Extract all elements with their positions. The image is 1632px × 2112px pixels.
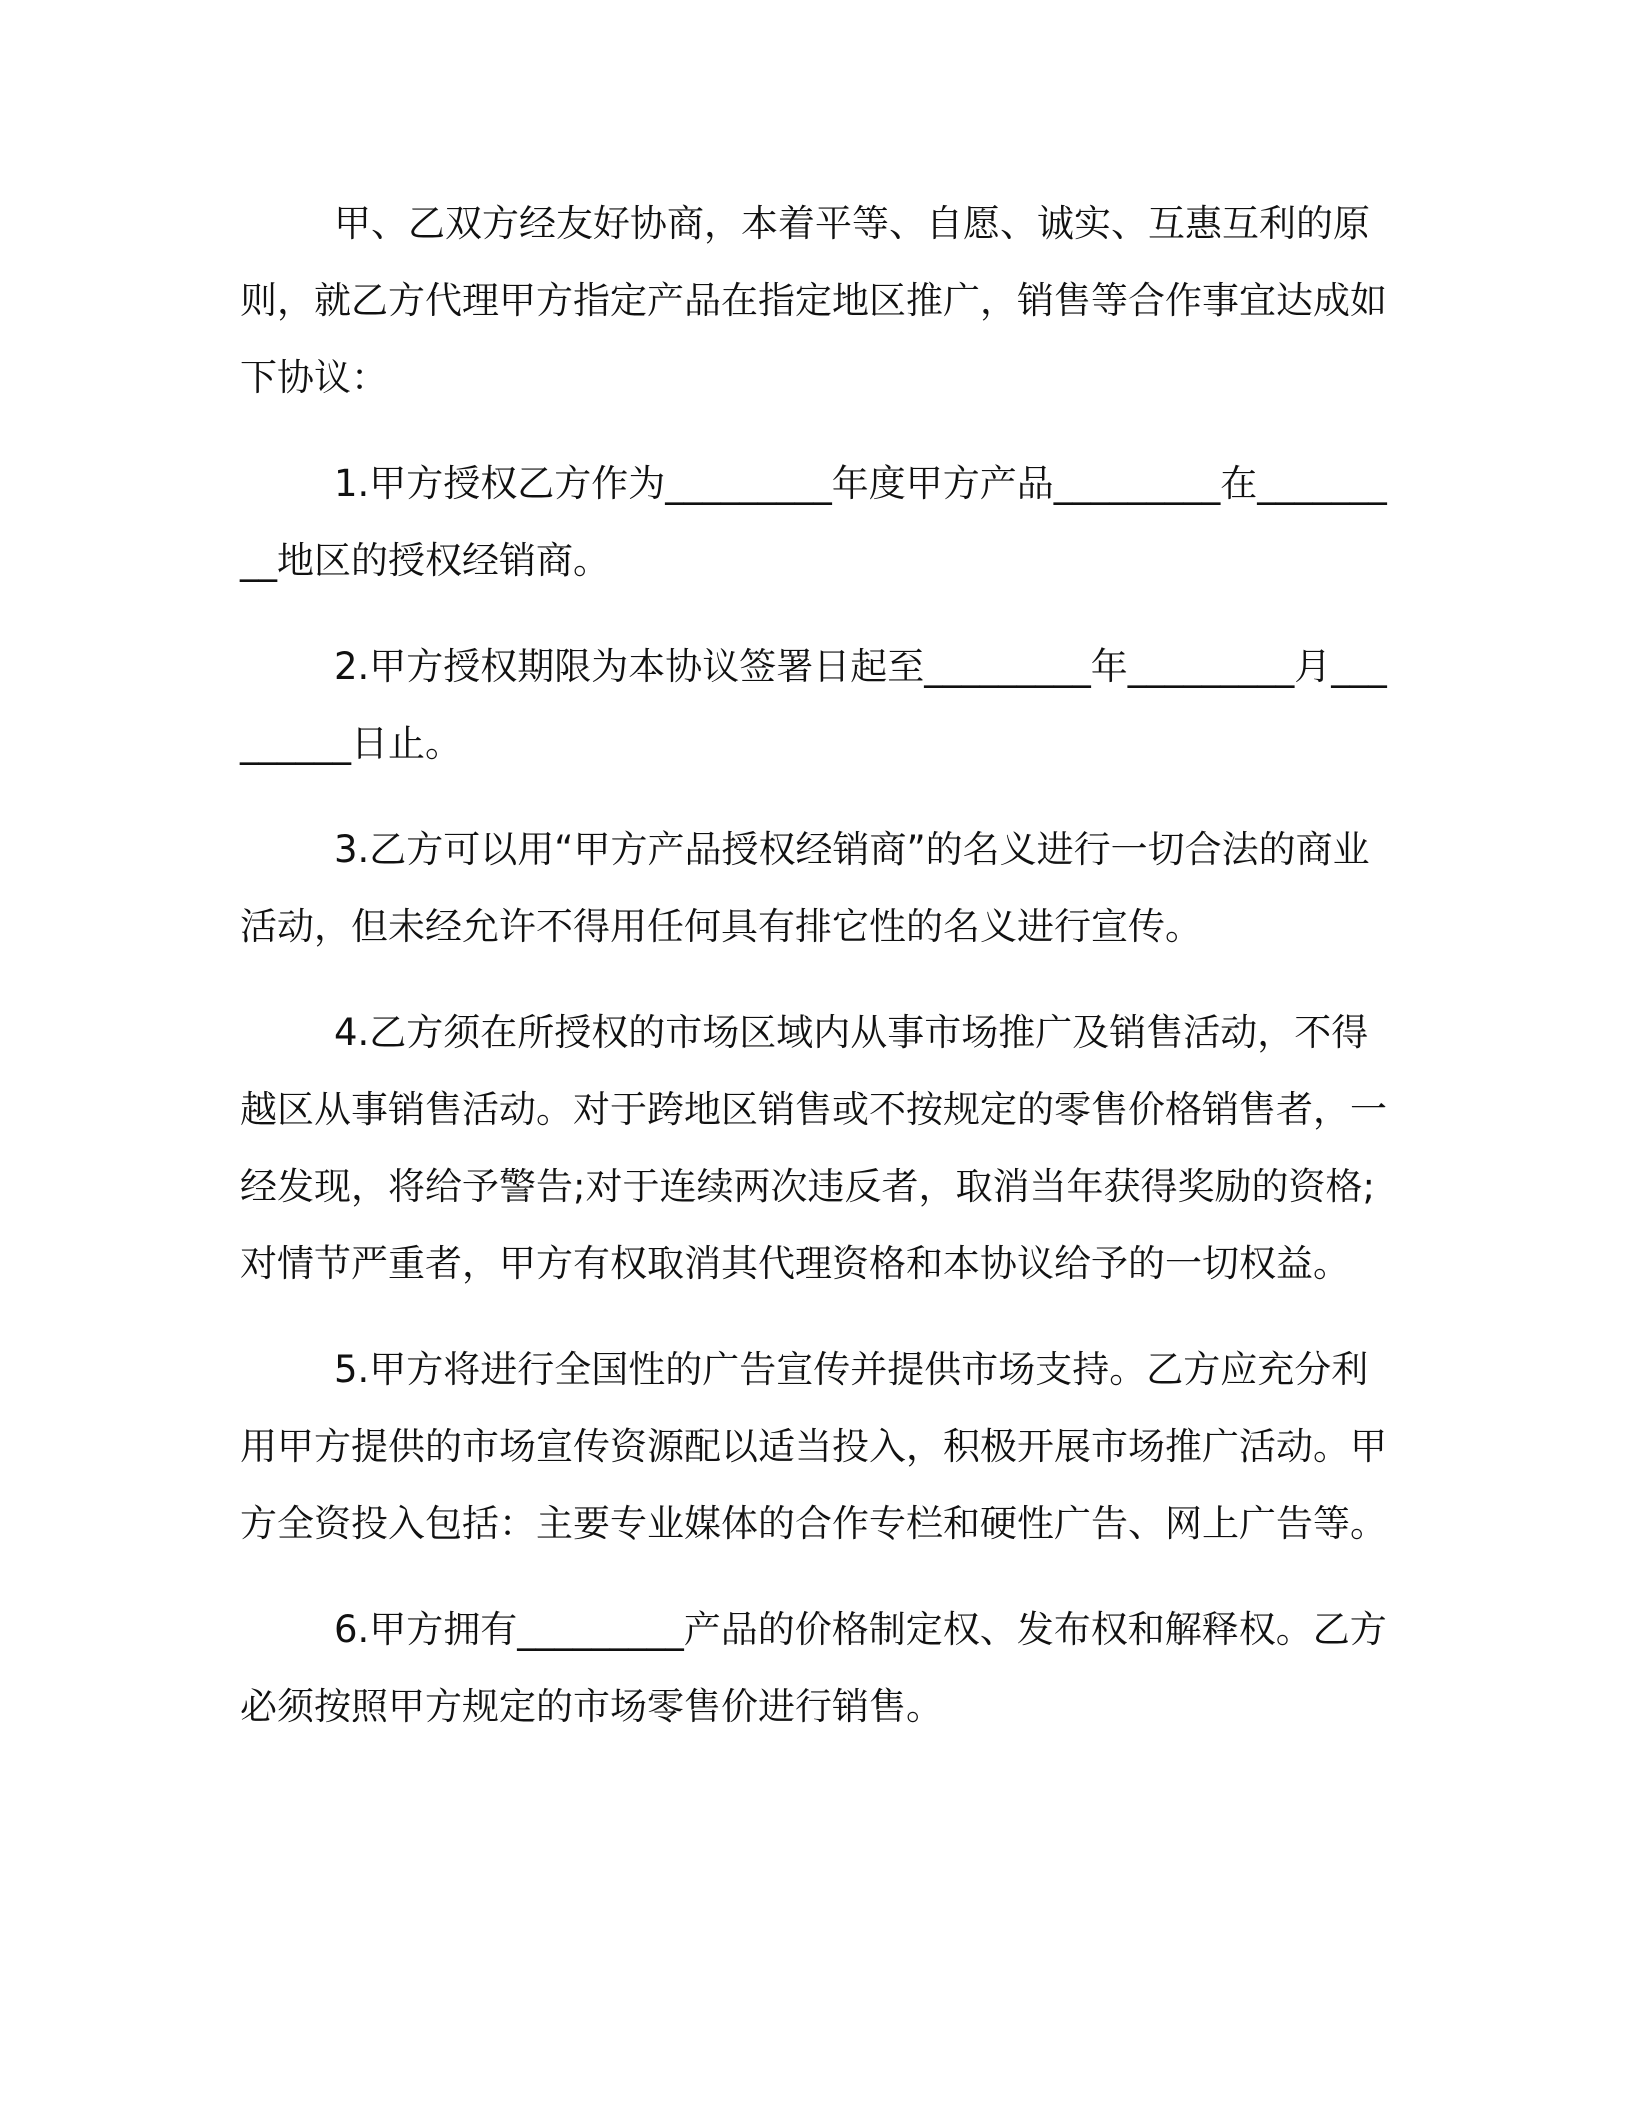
clause-5	[240, 1331, 1390, 1562]
clause-1	[240, 445, 1390, 599]
paragraph-text: 甲、乙双方经友好协商，本着平等、自愿、诚实、互惠互利的原则，就乙方代理甲方指定产品在指定地区推广，销售等合作事宜达成如下协议：	[240, 202, 1387, 399]
paragraph-text: 1.甲方授权乙方作为_________年度甲方产品_________在_________地区的授权经销商。	[240, 462, 1387, 582]
agreement-body	[240, 185, 1390, 1774]
clause-4	[240, 994, 1390, 1302]
clause-3	[240, 811, 1390, 965]
clause-2	[240, 628, 1390, 782]
paragraph-text: 6.甲方拥有_________产品的价格制定权、发布权和解释权。乙方必须按照甲方规定的市场零售价进行销售。	[240, 1608, 1387, 1728]
paragraph-text: 5.甲方将进行全国性的广告宣传并提供市场支持。乙方应充分利用甲方提供的市场宣传资源配以适当投入，积极开展市场推广活动。甲方全资投入包括：主要专业媒体的合作专栏和硬性广告、网上广告等。	[240, 1348, 1387, 1545]
paragraph-text: 4.乙方须在所授权的市场区域内从事市场推广及销售活动，不得越区从事销售活动。对于跨地区销售或不按规定的零售价格销售者，一经发现，将给予警告;对于连续两次违反者，取消当年获得奖励的资格;对情节严重者，甲方有权取消其代理资格和本协议给予的一切权益。	[240, 1011, 1387, 1285]
paragraph-text: 3.乙方可以用“甲方产品授权经销商”的名义进行一切合法的商业活动，但未经允许不得用任何具有排它性的名义进行宣传。	[240, 828, 1370, 948]
intro-paragraph	[240, 185, 1390, 416]
clause-6	[240, 1591, 1390, 1745]
paragraph-text: 2.甲方授权期限为本协议签署日起至_________年_________月_________日止。	[240, 645, 1387, 765]
